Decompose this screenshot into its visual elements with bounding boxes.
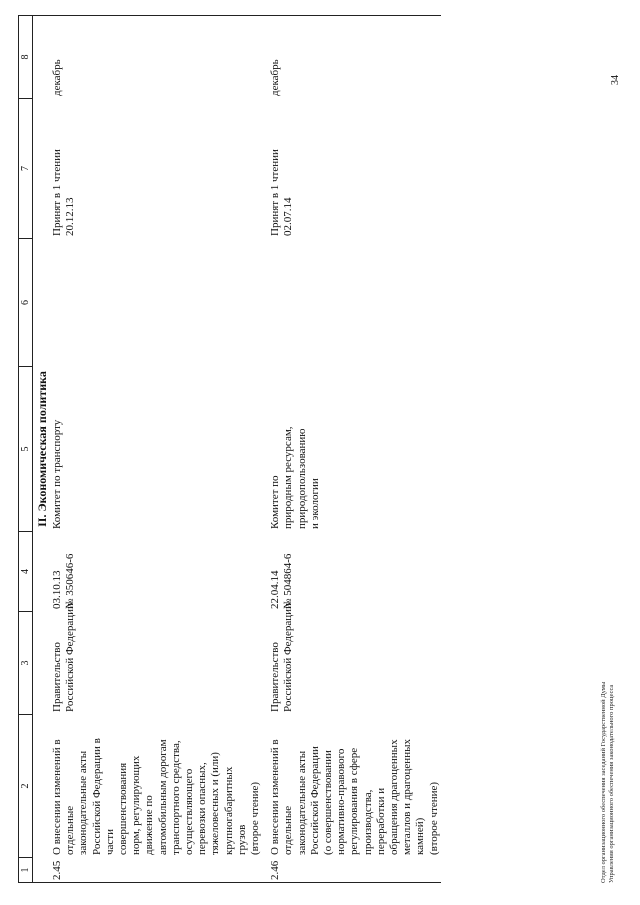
- title-line: законодательные акты: [77, 750, 90, 855]
- registration-number: № 504864-6: [282, 553, 295, 609]
- title-line: осуществляющего: [183, 768, 196, 855]
- title-line: автомобильным дорогам: [156, 739, 169, 855]
- title-line: О внесении изменений в: [51, 739, 63, 855]
- column-number-row: [18, 16, 33, 882]
- status-line: Принят в 1 чтении: [51, 149, 63, 236]
- status: [51, 98, 262, 238]
- status: [269, 98, 441, 238]
- committee-line: природопользованию: [295, 428, 308, 529]
- title-line: транспортного средства,: [169, 740, 182, 855]
- footer-line: Отдел организационного обеспечения заседаний Государственной Думы: [600, 681, 607, 883]
- title-line: грузов: [235, 824, 248, 855]
- title-line: отдельные: [282, 805, 295, 855]
- status-line: 20.12.13: [64, 197, 77, 236]
- committee-line: и экологии: [308, 478, 321, 529]
- title-line: производства,: [361, 789, 374, 855]
- planned-month: декабрь: [51, 59, 63, 96]
- title-line: движение по: [143, 795, 156, 855]
- footer-department: [600, 682, 616, 883]
- title-line: камней): [414, 817, 427, 855]
- title-line: тяжеловесных и (или): [209, 752, 222, 855]
- bill-title: [269, 714, 441, 857]
- row-number: 2.45: [51, 860, 63, 880]
- planned-month: декабрь: [269, 59, 282, 96]
- table-row: [51, 16, 262, 882]
- column-6-cell: [51, 238, 262, 366]
- title-line: перевозки опасных,: [196, 762, 209, 855]
- registration: [51, 531, 262, 611]
- committee-line: Комитет по транспорту: [51, 419, 63, 529]
- title-line: О внесении изменений в: [269, 739, 282, 855]
- page-number: 34: [610, 75, 621, 85]
- bill-title: [51, 714, 262, 857]
- title-line: обращения драгоценных: [388, 739, 401, 855]
- plan-table: [18, 15, 441, 883]
- column-header: 2: [19, 714, 32, 857]
- column-header: 3: [19, 611, 32, 714]
- table-row: [269, 16, 441, 882]
- initiator: [269, 603, 441, 714]
- title-line: металлов и драгоценных: [401, 739, 414, 855]
- registration-date: 22.04.14: [269, 570, 282, 609]
- initiator-line: Российской Федерации: [282, 603, 295, 712]
- title-line: крупногабаритных: [222, 766, 235, 855]
- registration-date: 03.10.13: [51, 570, 63, 609]
- title-line: Российской Федерации: [308, 746, 321, 855]
- title-line: законодательные акты: [295, 750, 308, 855]
- status-line: Принят в 1 чтении: [269, 149, 282, 236]
- initiator-line: Правительство: [269, 642, 282, 712]
- title-line: (второе чтение): [249, 781, 262, 855]
- initiator-line: Правительство: [51, 642, 63, 712]
- registration: [269, 531, 441, 611]
- committee-line: природным ресурсам,: [282, 426, 295, 529]
- section-title: II. Экономическая политика: [35, 371, 49, 527]
- column-header: 1: [19, 857, 32, 882]
- title-line: переработки и: [374, 787, 387, 855]
- row-number: 2.46: [269, 860, 282, 880]
- column-header: 5: [19, 366, 32, 531]
- committee: [51, 366, 262, 531]
- title-line: (второе чтение): [427, 781, 440, 855]
- column-header: 4: [19, 531, 32, 611]
- column-header: 6: [19, 238, 32, 366]
- column-header: 8: [20, 54, 31, 60]
- committee: [269, 366, 441, 531]
- column-header: 7: [19, 98, 32, 238]
- initiator-line: Российской Федерации: [64, 603, 77, 712]
- committee-line: Комитет по: [269, 475, 282, 529]
- footer-line: Управления организационного обеспечения законодательного процесса: [608, 684, 615, 883]
- title-line: совершенствования: [117, 762, 130, 855]
- registration-number: № 350646-6: [64, 553, 77, 609]
- title-line: регулирования в сфере: [348, 747, 361, 855]
- title-line: Российской Федерации в: [90, 738, 103, 855]
- title-line: отдельные: [64, 805, 77, 855]
- title-line: нормативно-правового: [335, 748, 348, 855]
- status-line: 02.07.14: [282, 197, 295, 236]
- initiator: [51, 603, 262, 714]
- column-6-cell: [269, 238, 441, 366]
- title-line: части: [103, 829, 116, 855]
- title-line: (о совершенствовании: [322, 750, 335, 855]
- title-line: норм, регулирующих: [130, 755, 143, 855]
